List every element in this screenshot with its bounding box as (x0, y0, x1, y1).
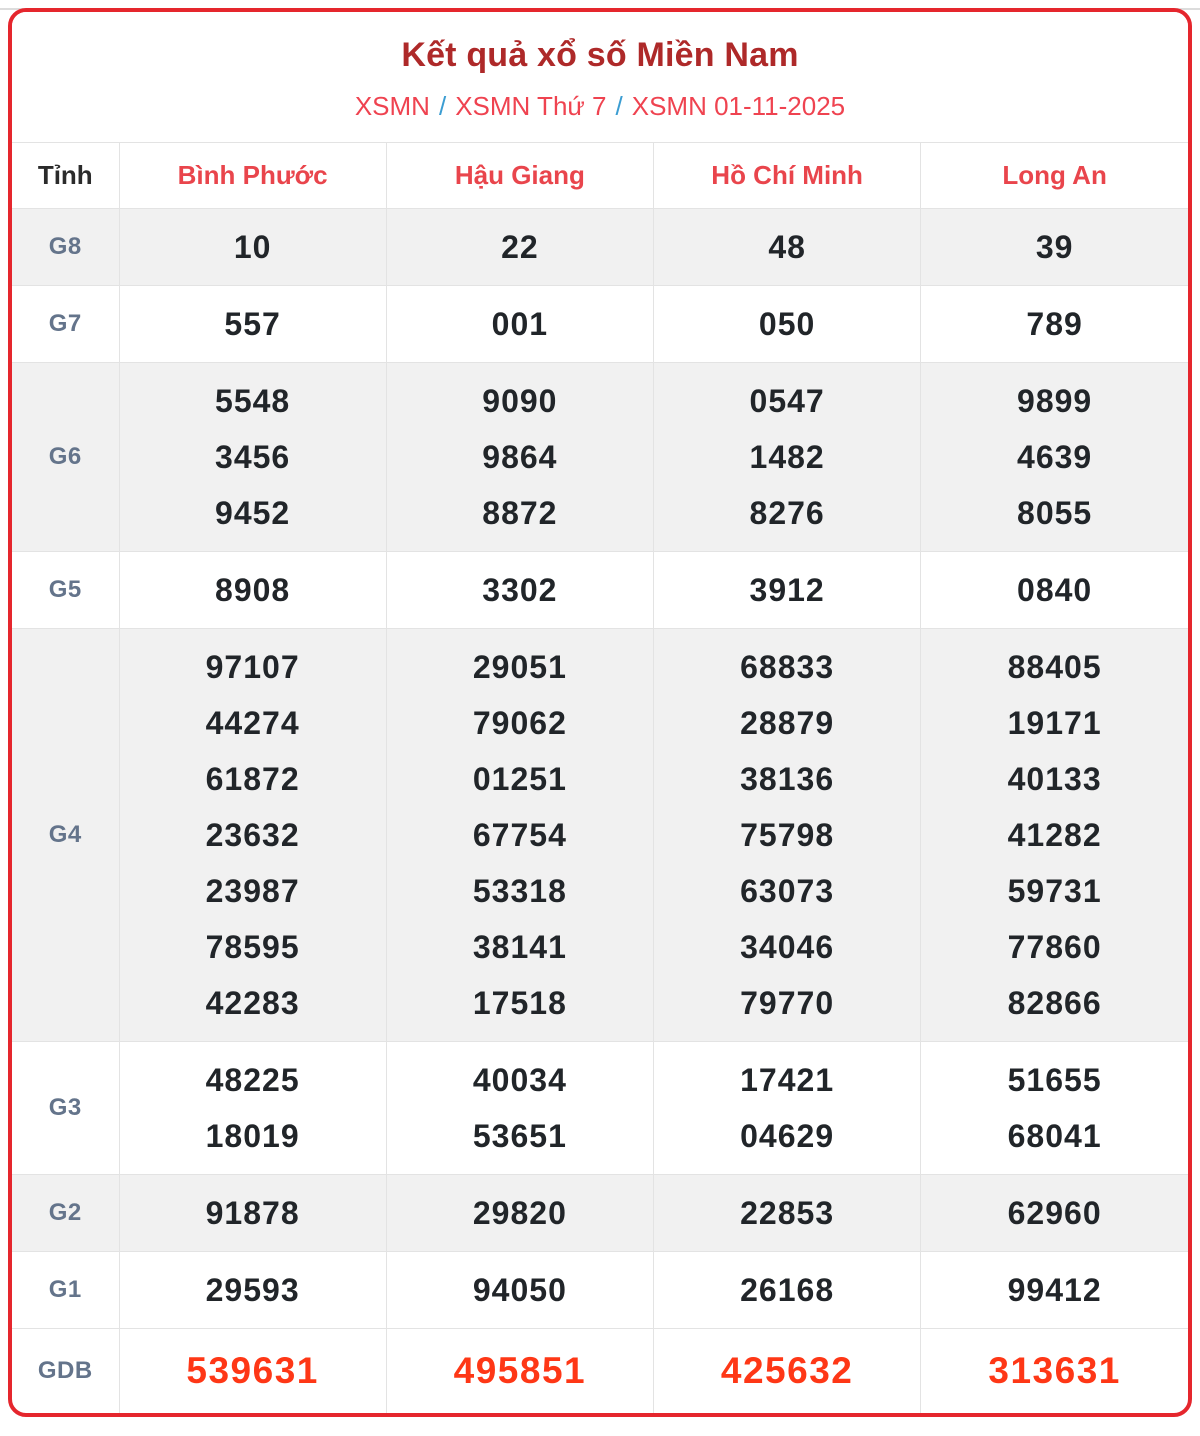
results-table (12, 142, 1188, 1413)
prize-numbers-cell (386, 1175, 653, 1252)
province-header-binh-phuoc[interactable]: Bình Phước (119, 143, 386, 209)
prize-number: 9864 (482, 439, 558, 475)
prize-label: G4 (12, 629, 119, 1042)
prize-number: 82866 (1007, 985, 1102, 1021)
breadcrumb-link-xsmn-date[interactable]: XSMN 01-11-2025 (631, 91, 846, 121)
prize-number: 62960 (1007, 1195, 1102, 1231)
prize-number: 29820 (472, 1195, 567, 1231)
prize-number: 3302 (482, 572, 558, 608)
prize-label: G6 (12, 363, 119, 552)
prize-numbers-cell (654, 363, 921, 552)
prize-number: 0840 (1017, 572, 1093, 608)
prize-numbers-cell (386, 1329, 653, 1414)
prize-number: 29051 (472, 649, 567, 685)
prize-numbers-cell (654, 1175, 921, 1252)
prize-numbers-cell (654, 552, 921, 629)
prize-number: 23632 (205, 817, 300, 853)
prize-number: 34046 (740, 929, 835, 965)
prize-number: 75798 (740, 817, 835, 853)
prize-number: 22853 (740, 1195, 835, 1231)
prize-number: 42283 (205, 985, 300, 1021)
prize-row-g2 (12, 1175, 1188, 1252)
prize-number: 99412 (1007, 1272, 1102, 1308)
prize-numbers-cell (119, 1329, 386, 1414)
prize-number: 23987 (205, 873, 300, 909)
prize-number: 53318 (472, 873, 567, 909)
lottery-results-card (8, 8, 1192, 1417)
prize-number: 48225 (205, 1062, 300, 1098)
prize-label: G2 (12, 1175, 119, 1252)
prize-number: 04629 (740, 1118, 835, 1154)
prize-number: 425632 (720, 1350, 854, 1391)
prize-number: 63073 (740, 873, 835, 909)
prize-numbers-cell (119, 1175, 386, 1252)
prize-number: 3456 (215, 439, 291, 475)
prize-numbers-cell (654, 209, 921, 286)
prize-number: 9090 (482, 383, 558, 419)
prize-numbers-cell (119, 1252, 386, 1329)
prize-number: 17518 (472, 985, 567, 1021)
prize-number: 94050 (472, 1272, 567, 1308)
prize-row-g5 (12, 552, 1188, 629)
prize-numbers-cell (654, 1042, 921, 1175)
prize-number: 17421 (740, 1062, 835, 1098)
page-title: Kết quả xổ số Miền Nam (401, 36, 799, 74)
prize-number: 41282 (1007, 817, 1102, 853)
breadcrumb-separator: / (615, 91, 623, 121)
prize-number: 8908 (215, 572, 291, 608)
breadcrumb-link-xsmn[interactable]: XSMN (354, 91, 430, 121)
prize-number: 91878 (205, 1195, 300, 1231)
prize-number: 40034 (472, 1062, 567, 1098)
card-header (12, 12, 1188, 142)
prize-numbers-cell (921, 1042, 1188, 1175)
prize-number: 8872 (482, 495, 558, 531)
results-table-body (12, 209, 1188, 1414)
province-header-hau-giang[interactable]: Hậu Giang (386, 143, 653, 209)
prize-number: 38136 (740, 761, 835, 797)
prize-numbers-cell (921, 1329, 1188, 1414)
prize-numbers-cell (921, 552, 1188, 629)
prize-number: 10 (233, 229, 272, 265)
prize-numbers-cell (921, 1175, 1188, 1252)
province-header-long-an[interactable]: Long An (921, 143, 1188, 209)
prize-numbers-cell (921, 286, 1188, 363)
breadcrumb (22, 91, 1178, 122)
prize-numbers-cell (386, 1042, 653, 1175)
prize-number: 3912 (749, 572, 825, 608)
prize-number: 68041 (1007, 1118, 1102, 1154)
prize-number: 001 (491, 306, 549, 342)
prize-label: G7 (12, 286, 119, 363)
prize-number: 40133 (1007, 761, 1102, 797)
breadcrumb-link-xsmn-thu-7[interactable]: XSMN Thứ 7 (455, 91, 607, 121)
prize-number: 78595 (205, 929, 300, 965)
prize-row-g4 (12, 629, 1188, 1042)
prize-number: 557 (224, 306, 281, 342)
prize-numbers-cell (654, 1252, 921, 1329)
prize-number: 26168 (740, 1272, 835, 1308)
prize-number: 68833 (740, 649, 835, 685)
prize-number: 5548 (215, 383, 291, 419)
prize-numbers-cell (921, 209, 1188, 286)
prize-number: 48 (768, 229, 806, 265)
prize-label: GDB (37, 1357, 93, 1384)
prize-number: 79062 (472, 705, 567, 741)
province-header-row (12, 143, 1188, 209)
prize-row-g6 (12, 363, 1188, 552)
prize-numbers-cell (386, 552, 653, 629)
prize-number: 539631 (186, 1350, 319, 1391)
prize-number: 28879 (740, 705, 835, 741)
prize-number: 79770 (740, 985, 835, 1021)
prize-number: 789 (1026, 306, 1083, 342)
prize-row-g3 (12, 1042, 1188, 1175)
prize-number: 97107 (205, 649, 300, 685)
prize-number: 22 (501, 229, 539, 265)
prize-row-g8 (12, 209, 1188, 286)
prize-label: G3 (12, 1042, 119, 1175)
prize-numbers-cell (119, 552, 386, 629)
prize-number: 44274 (205, 705, 300, 741)
prize-number: 53651 (472, 1118, 567, 1154)
prize-number: 9452 (215, 495, 291, 531)
prize-numbers-cell (386, 363, 653, 552)
prize-numbers-cell (386, 1252, 653, 1329)
prize-number: 51655 (1007, 1062, 1102, 1098)
prize-number: 0547 (749, 383, 825, 419)
prize-number: 19171 (1007, 705, 1102, 741)
province-header-label: Tỉnh (12, 143, 119, 209)
prize-numbers-cell (654, 629, 921, 1042)
prize-numbers-cell (119, 286, 386, 363)
prize-row-gdb (12, 1329, 1188, 1414)
prize-number: 18019 (205, 1118, 300, 1154)
prize-row-g7 (12, 286, 1188, 363)
prize-numbers-cell (119, 629, 386, 1042)
prize-label: G1 (12, 1252, 119, 1329)
province-header-ho-chi-minh[interactable]: Hồ Chí Minh (654, 143, 921, 209)
prize-number: 8276 (749, 495, 825, 531)
prize-numbers-cell (921, 629, 1188, 1042)
prize-label: G5 (12, 552, 119, 629)
prize-number: 61872 (205, 761, 300, 797)
prize-number: 67754 (472, 817, 567, 853)
prize-number: 39 (1035, 229, 1074, 265)
prize-numbers-cell (386, 209, 653, 286)
prize-numbers-cell (119, 363, 386, 552)
prize-numbers-cell (654, 1329, 921, 1414)
prize-row-g1 (12, 1252, 1188, 1329)
prize-number: 4639 (1017, 439, 1093, 475)
prize-number: 1482 (749, 439, 825, 475)
prize-numbers-cell (119, 209, 386, 286)
prize-number: 29593 (205, 1272, 300, 1308)
prize-number: 38141 (472, 929, 567, 965)
prize-number: 050 (758, 306, 816, 342)
prize-numbers-cell (386, 629, 653, 1042)
prize-number: 495851 (453, 1350, 587, 1391)
prize-number: 01251 (472, 761, 567, 797)
prize-numbers-cell (386, 286, 653, 363)
prize-numbers-cell (921, 363, 1188, 552)
prize-number: 8055 (1017, 495, 1093, 531)
prize-label: G8 (12, 209, 119, 286)
prize-number: 88405 (1007, 649, 1102, 685)
prize-number: 77860 (1007, 929, 1102, 965)
prize-numbers-cell (654, 286, 921, 363)
prize-number: 59731 (1007, 873, 1102, 909)
prize-numbers-cell (119, 1042, 386, 1175)
prize-numbers-cell (921, 1252, 1188, 1329)
prize-number: 9899 (1017, 383, 1093, 419)
prize-number: 313631 (988, 1350, 1121, 1391)
breadcrumb-separator: / (438, 91, 447, 121)
